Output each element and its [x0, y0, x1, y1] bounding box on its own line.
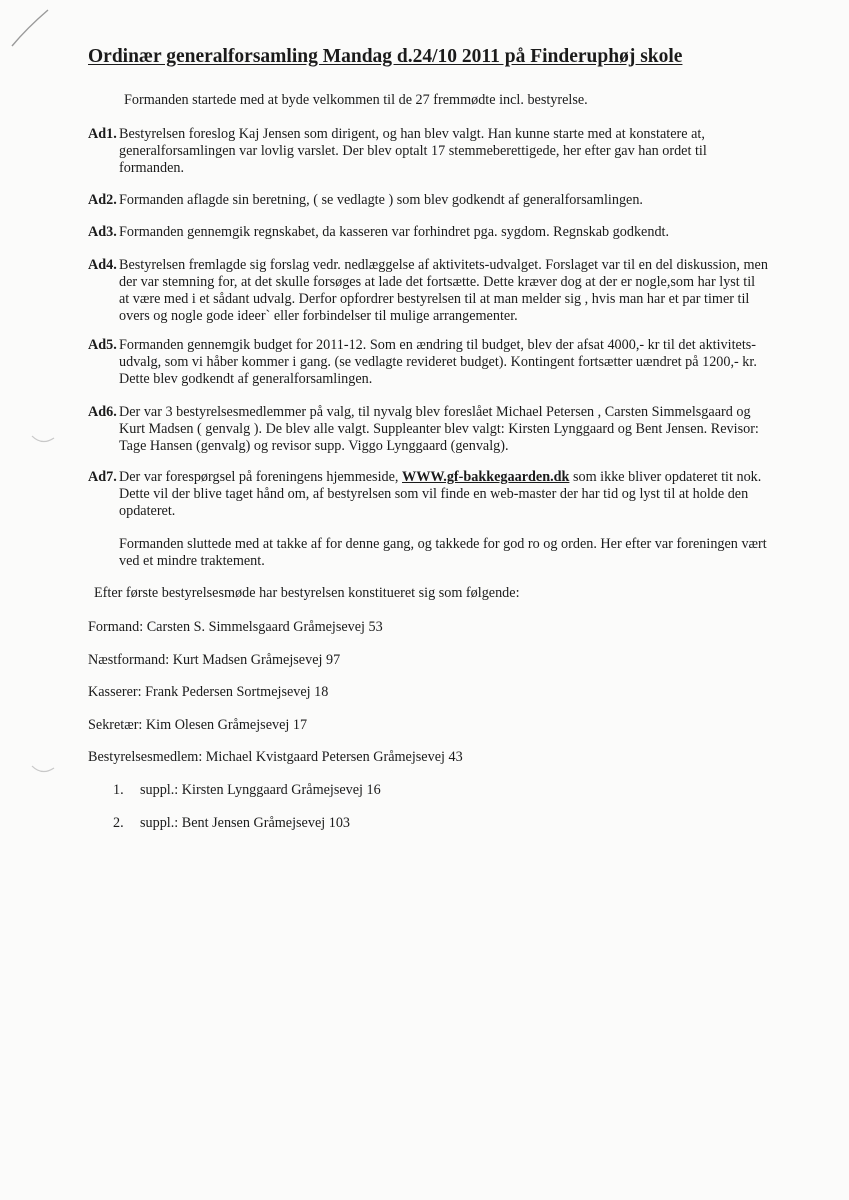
- agenda-item-label: Ad2.: [88, 192, 117, 208]
- agenda-item-4: [88, 257, 768, 325]
- agenda-item-label: Ad3.: [88, 224, 117, 240]
- agenda-item-text-after: som ikke bliver opdateret tit nok. Dette vil der blive taget hånd om, af bestyrelsen som vil finde en web-master der har tid og lyst til at holde den opdateret.: [119, 469, 762, 519]
- board-member-treasurer: Kasserer: Frank Pedersen Sortmejsevej 18: [88, 684, 329, 700]
- substitute-text: suppl.: Kirsten Lynggaard Gråmejsevej 16: [140, 782, 381, 798]
- agenda-item-text: Bestyrelsen fremlagde sig forslag vedr. nedlæggelse af aktivitets-udvalget. Forslaget var til en del diskussion, men der var stemning for, at det skulle forsøges at lade det fortsætte. Dette kræver dog at der er nogle,som har lyst til at være med i et sådant udvalg. Derfor opfordrer bestyrelsen til at man melder sig , hvis man har et par timer til overs og nogle gode ideer` eller forbindelser til mulige arrangementer.: [119, 257, 768, 324]
- agenda-item-label: Ad5.: [88, 337, 117, 353]
- agenda-item-5: [88, 337, 768, 388]
- substitute-number: 1.: [113, 782, 124, 798]
- agenda-item-label: Ad1.: [88, 126, 117, 142]
- punch-hole-mark-top: [28, 420, 58, 450]
- board-member-member: Bestyrelsesmedlem: Michael Kvistgaard Petersen Gråmejsevej 43: [88, 749, 463, 765]
- agenda-item-text: Bestyrelsen foreslog Kaj Jensen som dirigent, og han blev valgt. Han kunne starte med at konstatere at, generalforsamlingen var lovlig varslet. Der blev optalt 17 stemmeberettigede, her efter gav han ordet til formanden.: [119, 126, 707, 176]
- substitute-1: [113, 782, 381, 799]
- agenda-item-label: Ad7.: [88, 469, 117, 485]
- intro-paragraph: Formanden startede med at byde velkommen til de 27 fremmødte incl. bestyrelse.: [124, 92, 588, 108]
- closing-paragraph: Formanden sluttede med at takke af for denne gang, og takkede for god ro og orden. Her efter var foreningen vært ved et mindre traktement.: [119, 536, 767, 569]
- board-intro: Efter første bestyrelsesmøde har bestyrelsen konstitueret sig som følgende:: [94, 585, 520, 601]
- agenda-item-text: Der var 3 bestyrelsesmedlemmer på valg, til nyvalg blev foreslået Michael Petersen , Carsten Simmelsgaard og Kurt Madsen ( genvalg ). De blev alle valgt. Suppleanter blev valgt: Kirsten Lynggaard og Bent Jensen. Revisor: Tage Hansen (genvalg) og revisor supp. Viggo Lynggaard (genvalg).: [119, 404, 759, 454]
- punch-hole-mark-bottom: [28, 750, 58, 780]
- board-member-secretary: Sekretær: Kim Olesen Gråmejsevej 17: [88, 717, 308, 733]
- pen-stroke-mark: [8, 6, 52, 50]
- substitute-2: [113, 815, 350, 832]
- substitute-number: 2.: [113, 815, 124, 831]
- board-member-vice-chairman: Næstformand: Kurt Madsen Gråmejsevej 97: [88, 652, 341, 668]
- agenda-item-1: [88, 126, 768, 177]
- agenda-item-7: [88, 469, 768, 520]
- website-link[interactable]: WWW.gf-bakkegaarden.dk: [402, 469, 570, 485]
- board-member-chairman: Formand: Carsten S. Simmelsgaard Gråmejsevej 53: [88, 619, 383, 635]
- agenda-item-text-before: Der var forespørgsel på foreningens hjemmeside,: [119, 469, 403, 485]
- agenda-item-text: [119, 469, 768, 520]
- substitute-text: suppl.: Bent Jensen Gråmejsevej 103: [140, 815, 351, 831]
- agenda-item-text: Formanden aflagde sin beretning, ( se vedlagte ) som blev godkendt af generalforsamlingen.: [119, 192, 643, 208]
- document-title: Ordinær generalforsamling Mandag d.24/10 2011 på Finderuphøj skole: [88, 46, 683, 67]
- agenda-item-label: Ad4.: [88, 257, 117, 273]
- agenda-item-text: Formanden gennemgik regnskabet, da kasseren var forhindret pga. sygdom. Regnskab godkendt.: [119, 224, 670, 240]
- agenda-item-3: [88, 224, 768, 241]
- agenda-item-6: [88, 404, 768, 455]
- agenda-item-2: [88, 192, 768, 209]
- agenda-item-text: Formanden gennemgik budget for 2011-12. Som en ændring til budget, blev der afsat 4000,- kr til det aktivitets-udvalg, som vi håber kommer i gang. (se vedlagte revideret budget). Kontingent fortsætter uændret på 1200,- kr. Dette blev godkendt af generalforsamlingen.: [119, 337, 757, 387]
- agenda-item-label: Ad6.: [88, 404, 117, 420]
